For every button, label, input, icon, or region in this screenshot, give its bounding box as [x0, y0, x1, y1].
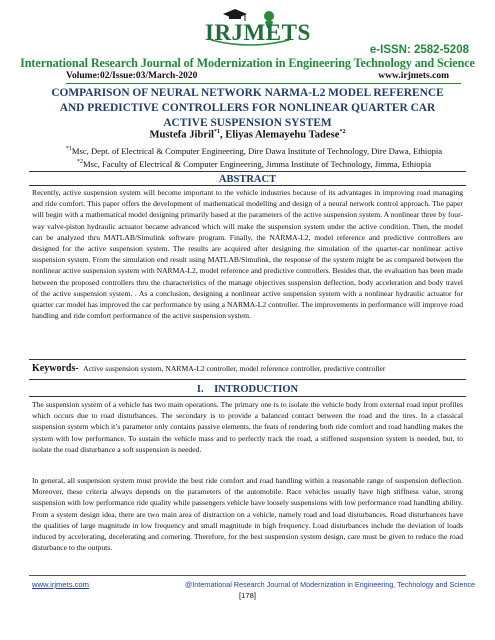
affiliation-1: [34, 144, 474, 157]
volume-issue: Volume:02/Issue:03/March-2020: [66, 71, 198, 81]
footer-website-link[interactable]: www.irjmets.com: [32, 580, 89, 589]
paper-title: COMPARISON OF NEURAL NETWORK NARMA-L2 MODEL REFERENCE AND PREDICTIVE CONTROLLERS FOR NONLINEAR QUARTER CAR ACTIVE SUSPENSION SYSTEM: [51, 87, 444, 129]
journal-logo: [0, 6, 495, 46]
keywords: [32, 363, 472, 374]
footer-rule: [29, 575, 466, 576]
authors: [0, 129, 495, 141]
introduction-heading: I. INTRODUCTION: [196, 384, 299, 395]
abstract-heading: ABSTRACT: [218, 174, 277, 185]
introduction-paragraph-1: The suspension system of a vehicle has two main operations. The primary one is to isolate the vehicle body from external road input profiles which occurs due to road disturbances. The secondary is to provide a balanced contact between the road and the tires. In a classical suspension system which it’s parameter only contains passive elements, the feats of rendering both ride comfort and road handling makes the system with low performance. To sustain the vehicle mass and to perfectly track the road, a stiffened suspension system is needed, but, to isolate the road disturbance a soft suspension is needed.: [32, 400, 463, 454]
keywords-label: Keywords-: [32, 363, 79, 374]
affiliation-2: [34, 157, 474, 170]
affil-1-text: Msc, Dept. of Electrical & Computer Engineering, Dire Dawa Institute of Technology, Dire Dawa, Ethiopia: [71, 145, 443, 156]
issn: e-ISSN: 2582-5208: [369, 44, 469, 56]
introduction-paragraph-2: In general, all suspension system must provide the best ride comfort and road handling within a reasonable range of suspension deflection. Moreover, these criteria always depends on the parameters of the automobile. Race vehicles usually have high stiffness value, strong suspension with low performance ride quality while passengers vehicle have loosely suspensions with low performance road handling ability. From a system design idea, there are two main area of distraction on a vehicle, namely road and load disturbances. Road disturbances have the qualities of large magnitude in low frequency and small magnitude in high frequency. Load disturbances include the deviation of loads induced by accelerating, decelerating and cornering. Therefore, for the best suspension system design, care must be given to reduce the road disturbance to the outputs.: [32, 476, 463, 553]
author-separator: ,: [219, 129, 226, 141]
affil-2-text: Msc, Faculty of Electrical & Computer Engineering, Jimma Institute of Technology, Jimma, Ethiopia: [82, 159, 432, 170]
author-2-sup: *2: [339, 129, 346, 135]
abstract-bottom-rule: [29, 359, 466, 360]
keywords-rule: [29, 379, 466, 380]
abstract-top-rule: [29, 171, 466, 172]
affil-1-sup: *1: [65, 146, 72, 152]
author-2: Eliyas Alemayehu Tadese: [225, 129, 340, 141]
abstract-body: Recently, active suspension system will become important to the vehicle industries because of its advantages in improving road managing and ride comfort. This paper offers the development of mathematical modelling and design of a neural network control approach. The paper will begin with a mathematical model designing primarily based at the parameters of the active suspension system. A nonlinear three by four-way valve-piston hydraulic actuator became advanced which will make the suspension system under the active condition. Then, the model can be analyzed thru MATLAB/Simulink software program. Finally, the NARMA-L2, model reference and predictive controllers are designed for the active suspension system. The results are acquired after designing the simulation of the quarter-car nonlinear active suspension system. From the simulation end result using MATLAB/Simulink, the response of the system might be as compared between the nonlinear active suspension system with NARMA-L2, model reference and predictive controllers. Besides that, the evaluation has been made between the proposed controllers thru the characteristics of the manage objectives suspension deflection, body acceleration and body travel of the active suspension system. . As a conclusion, designing a nonlinear active suspension system with a nonlinear hydraulic actuator for quarter car model has improved the car performance by using a NARMA-L2 controller. The improvements in performance will improve road handling and ride comfort performance of the active suspension system.: [32, 188, 463, 321]
header-divider: [66, 83, 461, 84]
author-1: Mustefa Jibril: [149, 129, 214, 141]
header-website[interactable]: www.irjmets.com: [378, 71, 449, 81]
footer-copyright: @International Research Journal of Modernization in Engineering, Technology and Science: [185, 580, 476, 589]
journal-name: International Research Journal of Modernization in Engineering Technology and Science: [20, 56, 475, 70]
introduction-rule: [29, 396, 466, 397]
author-1-sup: *1: [213, 129, 220, 135]
affil-2-sup: *2: [76, 159, 83, 166]
abstract-heading-rule: [29, 185, 466, 186]
keywords-text: Active suspension system, NARMA-L2 controller, model reference controller, predictive controller: [83, 364, 386, 373]
logo-text: IRJMETS: [205, 20, 311, 45]
affiliations: [34, 144, 474, 171]
page-number: [178]: [239, 591, 256, 600]
